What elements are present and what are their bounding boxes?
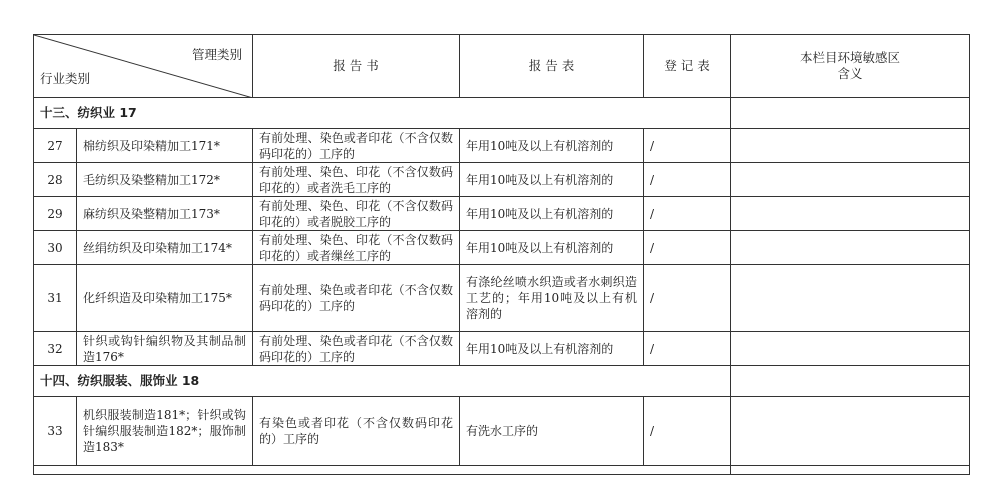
row-number: 31 bbox=[34, 265, 77, 332]
report-form-cell: 年用10吨及以上有机溶剂的 bbox=[460, 163, 644, 197]
row-number: 32 bbox=[34, 332, 77, 366]
row-number: 33 bbox=[34, 397, 77, 466]
env-cell bbox=[731, 231, 970, 265]
report-book-cell: 有前处理、染色、印花（不含仅数码印花的）或者缫丝工序的 bbox=[253, 231, 460, 265]
diagonal-header-cell bbox=[34, 35, 253, 98]
regulation-table bbox=[33, 34, 970, 475]
table-row bbox=[34, 332, 970, 366]
table-row bbox=[34, 231, 970, 265]
report-form-header: 报 告 表 bbox=[460, 35, 644, 98]
env-cell bbox=[731, 129, 970, 163]
report-form-cell: 有洗水工序的 bbox=[460, 397, 644, 466]
report-book-cell: 有前处理、染色、印花（不含仅数码印花的）或者洗毛工序的 bbox=[253, 163, 460, 197]
table-row bbox=[34, 397, 970, 466]
management-category-label: 管理类别 bbox=[191, 47, 242, 62]
industry-cell: 毛纺织及染整精加工172* bbox=[77, 163, 253, 197]
row-number: 30 bbox=[34, 231, 77, 265]
env-cell bbox=[731, 265, 970, 332]
register-cell: / bbox=[644, 265, 731, 332]
register-cell: / bbox=[644, 197, 731, 231]
report-book-cell: 有前处理、染色或者印花（不含仅数码印花的）工序的 bbox=[253, 332, 460, 366]
env-sensitive-header bbox=[731, 35, 970, 98]
industry-cell: 丝绢纺织及印染精加工174* bbox=[77, 231, 253, 265]
report-form-cell: 年用10吨及以上有机溶剂的 bbox=[460, 197, 644, 231]
row-number: 29 bbox=[34, 197, 77, 231]
report-form-cell: 年用10吨及以上有机溶剂的 bbox=[460, 332, 644, 366]
env-header-line1: 本栏目环境敏感区 bbox=[799, 50, 900, 65]
report-book-cell: 有染色或者印花（不含仅数码印花的）工序的 bbox=[253, 397, 460, 466]
industry-cell: 麻纺织及染整精加工173* bbox=[77, 197, 253, 231]
industry-cell: 化纤织造及印染精加工175* bbox=[77, 265, 253, 332]
cut-off-cell bbox=[34, 466, 731, 475]
register-cell: / bbox=[644, 397, 731, 466]
report-form-cell: 年用10吨及以上有机溶剂的 bbox=[460, 129, 644, 163]
industry-cell: 棉纺织及印染精加工171* bbox=[77, 129, 253, 163]
section-env-cell bbox=[731, 366, 970, 397]
section-title: 十三、纺织业 17 bbox=[34, 98, 731, 129]
table-row bbox=[34, 197, 970, 231]
register-cell: / bbox=[644, 231, 731, 265]
env-header-line2: 含义 bbox=[837, 66, 863, 81]
section-row bbox=[34, 366, 970, 397]
report-book-cell: 有前处理、染色或者印花（不含仅数码印花的）工序的 bbox=[253, 129, 460, 163]
env-cell bbox=[731, 332, 970, 366]
diagonal-line bbox=[34, 35, 253, 98]
row-number: 28 bbox=[34, 163, 77, 197]
table-row bbox=[34, 265, 970, 332]
report-form-cell: 年用10吨及以上有机溶剂的 bbox=[460, 231, 644, 265]
table-row bbox=[34, 129, 970, 163]
cut-off-env-cell bbox=[731, 466, 970, 475]
row-number: 27 bbox=[34, 129, 77, 163]
table-row bbox=[34, 163, 970, 197]
section-row bbox=[34, 98, 970, 129]
register-header: 登 记 表 bbox=[644, 35, 731, 98]
report-book-header: 报 告 书 bbox=[253, 35, 460, 98]
report-book-cell: 有前处理、染色、印花（不含仅数码印花的）或者脱胶工序的 bbox=[253, 197, 460, 231]
section-env-cell bbox=[731, 98, 970, 129]
env-cell bbox=[731, 197, 970, 231]
register-cell: / bbox=[644, 332, 731, 366]
section-title: 十四、纺织服装、服饰业 18 bbox=[34, 366, 731, 397]
register-cell: / bbox=[644, 163, 731, 197]
env-cell bbox=[731, 397, 970, 466]
industry-category-label: 行业类别 bbox=[40, 71, 91, 86]
report-form-cell: 有涤纶丝喷水织造或者水刺织造工艺的；年用10吨及以上有机溶剂的 bbox=[460, 265, 644, 332]
report-book-cell: 有前处理、染色或者印花（不含仅数码印花的）工序的 bbox=[253, 265, 460, 332]
table-row-partial bbox=[34, 466, 970, 475]
header-row bbox=[34, 35, 970, 98]
register-cell: / bbox=[644, 129, 731, 163]
industry-cell: 机织服装制造181*；针织或钩针编织服装制造182*；服饰制造183* bbox=[77, 397, 253, 466]
env-cell bbox=[731, 163, 970, 197]
industry-cell: 针织或钩针编织物及其制品制造176* bbox=[77, 332, 253, 366]
